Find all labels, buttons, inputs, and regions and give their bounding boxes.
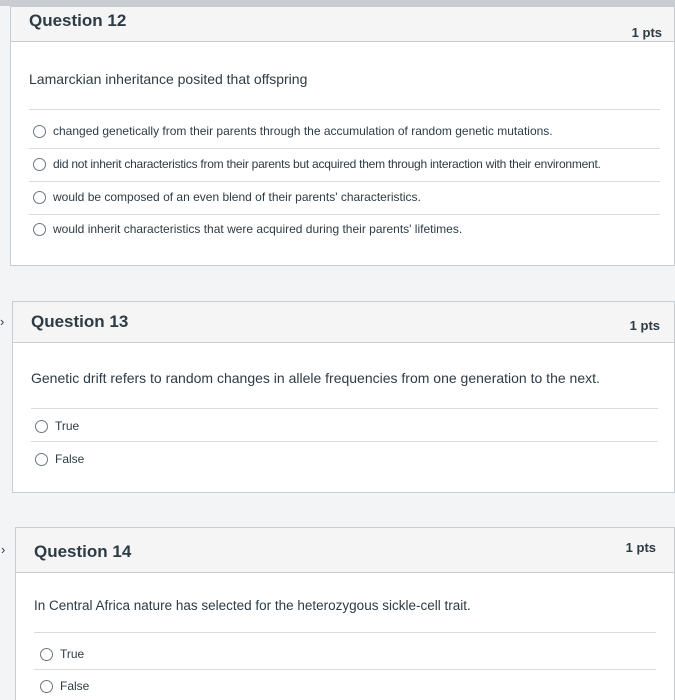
question-text: Genetic drift refers to random changes in allele frequencies from one generation to the next. [31,370,600,386]
radio-button[interactable] [40,680,53,693]
question-points: 1 pts [631,25,662,40]
question-title: Question 14 [34,542,132,561]
answer-option[interactable] [33,190,421,204]
question-title: Question 13 [31,312,129,331]
answer-label: would inherit characteristics that were acquired during their parents' lifetimes. [53,222,463,236]
answer-label: changed genetically from their parents through the accumulation of random genetic mutations. [53,124,553,138]
divider [29,181,660,182]
radio-button[interactable] [35,453,48,466]
answer-option[interactable] [40,679,89,693]
answer-label: False [60,679,90,693]
question-12-card [10,6,675,266]
question-points: 1 pts [625,540,656,555]
answer-option[interactable] [35,419,79,433]
question-13-card [12,301,675,493]
divider [29,214,660,215]
radio-button[interactable] [33,223,46,236]
radio-button[interactable] [35,420,48,433]
chevron-right-icon: › [1,542,6,557]
divider [31,441,658,442]
divider [34,669,656,670]
question-text: In Central Africa nature has selected for the heterozygous sickle-cell trait. [34,598,471,613]
answer-label: True [55,419,80,433]
radio-button[interactable] [33,191,46,204]
divider [31,408,658,409]
question-title: Question 12 [29,11,127,30]
chevron-right-icon: › [0,314,5,329]
radio-button[interactable] [33,125,46,138]
divider [29,148,660,149]
answer-label: would be composed of an even blend of their parents' characteristics. [53,190,421,204]
answer-label: did not inherit characteristics from their parents but acquired them through interaction with their environment. [53,157,601,171]
answer-option[interactable] [33,222,462,236]
answer-option[interactable] [33,124,553,138]
radio-button[interactable] [33,158,46,171]
question-points: 1 pts [629,318,660,333]
question-text: Lamarckian inheritance posited that offspring [29,71,308,87]
question-14-card [15,527,675,700]
answer-label: True [60,647,85,661]
answer-option[interactable] [35,452,84,466]
divider [34,632,656,633]
answer-option[interactable] [33,157,601,171]
radio-button[interactable] [40,648,53,661]
divider [29,109,660,110]
answer-option[interactable] [40,647,84,661]
answer-label: False [55,452,85,466]
